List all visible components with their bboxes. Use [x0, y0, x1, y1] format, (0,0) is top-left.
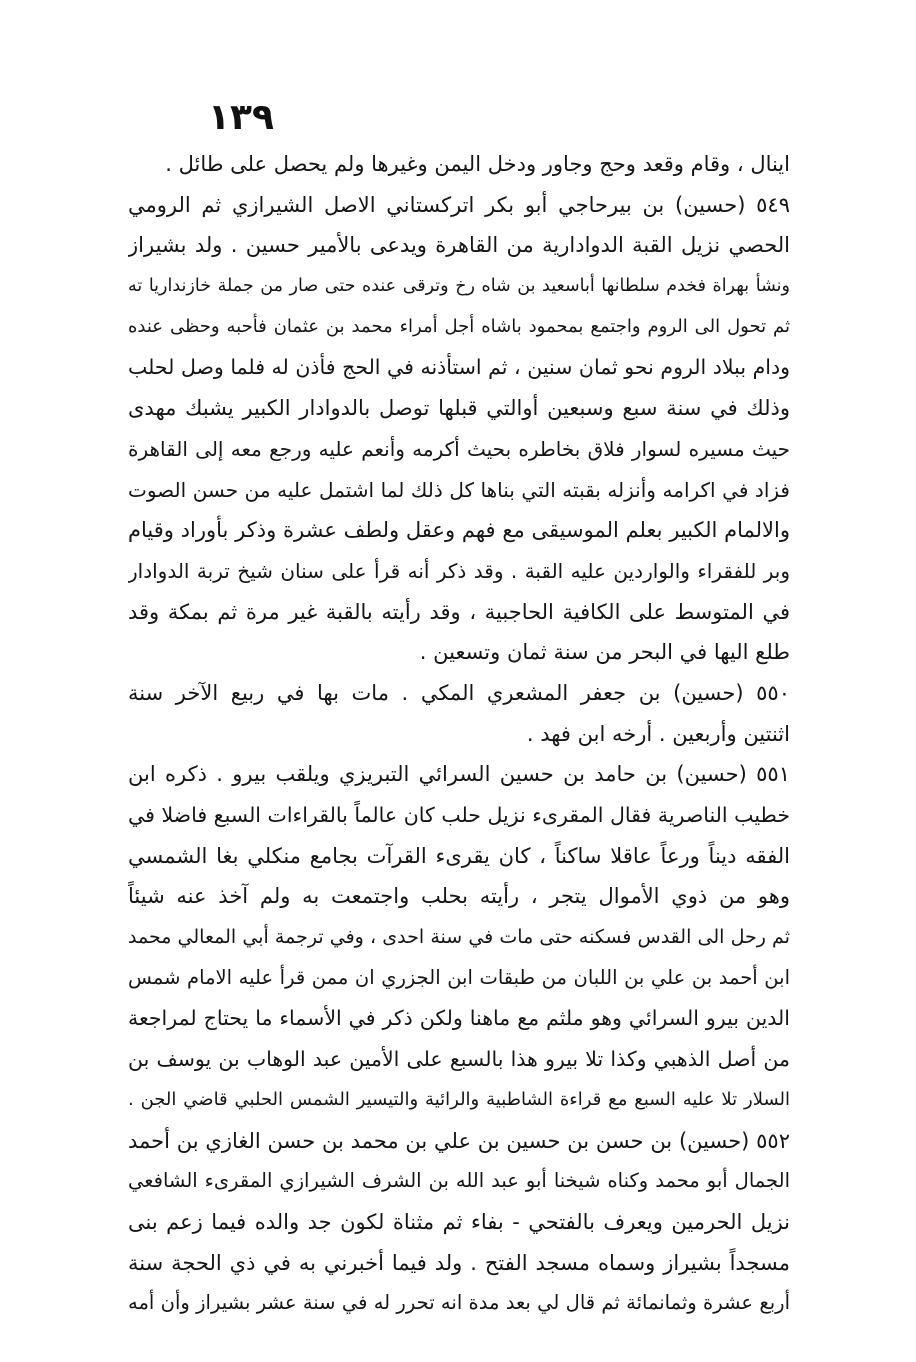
text-line: في المتوسط على الكافية الحاجبية ، وقد رأيته بالقبة غير مرة ثم بمكة وقد [128, 599, 790, 624]
page-number: ١٣٩ [208, 97, 274, 138]
text-line: مسجداً بشيراز وسماه مسجد الفتح . ولد فيما أخبرني به في ذي الحجة سنة [128, 1250, 790, 1275]
text-line: من أصل الذهبي وكذا تلا بيرو هذا بالسبع على الأمين عبد الوهاب بن يوسف بن [128, 1047, 790, 1072]
text-line: ونشأ بهراة فخدم سلطانها أباسعيد بن شاه رخ وترقى عنده حتى صار من جملة خازنداريا ته [128, 276, 790, 297]
text-line: نزيل الحرمين ويعرف بالفتحي - بفاء ثم مثناة لكون جد والده فيما زعم بنى [128, 1209, 790, 1234]
text-line: السلار تلا عليه السبع مع قراءة الشاطبية والرائية والتيسير الشمس الحلبي قاضي الجن . [128, 1088, 790, 1110]
text-line: خطيب الناصرية فقال المقرىء نزيل حلب كان عالماً بالقراءات السبع فاضلا في [128, 803, 790, 827]
text-line: وبر للفقراء والواردين عليه القبة . وقد ذكر أنه قرأ على سنان شيخ تربة الدوادار [128, 558, 790, 583]
text-line: ٥٥٢ (حسين) بن حسن بن حسين بن علي بن محمد بن حسن الغازي بن أحمد [128, 1128, 790, 1153]
text-line: ٥٤٩ (حسين) بن بيرحاجي أبو بكر اتركستاني الاصل الشيرازي ثم الرومي [128, 192, 790, 217]
text-line: اثنتين وأربعين . أرخه ابن فهد . [526, 721, 790, 746]
text-line: الفقه ديناً ورعاً عاقلا ساكناً ، كان يقرىء القرآت بجامع منكلي بغا الشمسي [128, 843, 790, 868]
text-line: الدين بيرو السرائي وهو ملثم مع ماهنا ولكن ذكر في الأسماء ما يحتاج لمراجعة [128, 1006, 790, 1031]
text-line: اينال ، وقام وقعد وحج وجاور ودخل اليمن وغيرها ولم يحصل على طائل . [165, 152, 790, 176]
text-line: الحصي نزيل القبة الدوادارية من القاهرة ويدعى بالأمير حسين . ولد بشيراز [128, 233, 790, 258]
text-line: طلع اليها في البحر من سنة ثمان وتسعين . [419, 640, 790, 665]
text-line: الجمال أبو محمد وكناه شيخنا أبو عبد الله بن الشرف الشيرازي المقرىء الشافعي [128, 1169, 790, 1193]
text-line: ٥٥١ (حسين) بن حامد بن حسين السرائي التبريزي ويلقب بيرو . ذكره ابن [128, 762, 790, 787]
text-line: وهو من ذوي الأموال يتجر ، رأيته بحلب واجتمعت به ولم آخذ عنه شيئاً [128, 884, 790, 909]
text-line: أربع عشرة وثمانمائة ثم قال لي بعد مدة انه تحرر له في سنة عشر بشيراز وأن أمه [128, 1291, 790, 1315]
text-line: ودام ببلاد الروم نحو ثمان سنين ، ثم استأذنه في الحج فأذن له فلما وصل لحلب [128, 355, 790, 380]
text-line: ٥٥٠ (حسين) بن جعفر المشعري المكي . مات بها في ربيع الآخر سنة [128, 680, 790, 705]
text-line: وذلك في سنة سبع وسبعين أوالتي قبلها توصل بالدوادار الكبير يشبك مهدى [128, 396, 790, 421]
text-line: ابن أحمد بن علي بن اللبان من طبقات ابن الجزري ان ممن قرأ عليه الامام شمس [128, 965, 790, 989]
body-text [128, 144, 790, 1324]
text-line: والالمام الكبير بعلم الموسيقى مع فهم وعقل ولطف عشرة وذكر بأوراد وقيام [128, 518, 790, 543]
text-line: ثم رحل الى القدس فسكنه حتى مات في سنة احدى ، وفي ترجمة أبي المعالي محمد [128, 926, 790, 949]
text-line: ثم تحول الى الروم واجتمع بمحمود باشاه أجل أمراء محمد بن عثمان فأحبه وحظى عنده [128, 315, 790, 337]
text-line: حيث مسيره لسوار فلاق بخاطره بحيث أكرمه وأنعم عليه ورجع معه إلى القاهرة [128, 436, 790, 461]
text-line: فزاد في اكرامه وأنزله بقبته التي بناها كل ذلك لما اشتمل عليه من حسن الصوت [128, 477, 790, 502]
